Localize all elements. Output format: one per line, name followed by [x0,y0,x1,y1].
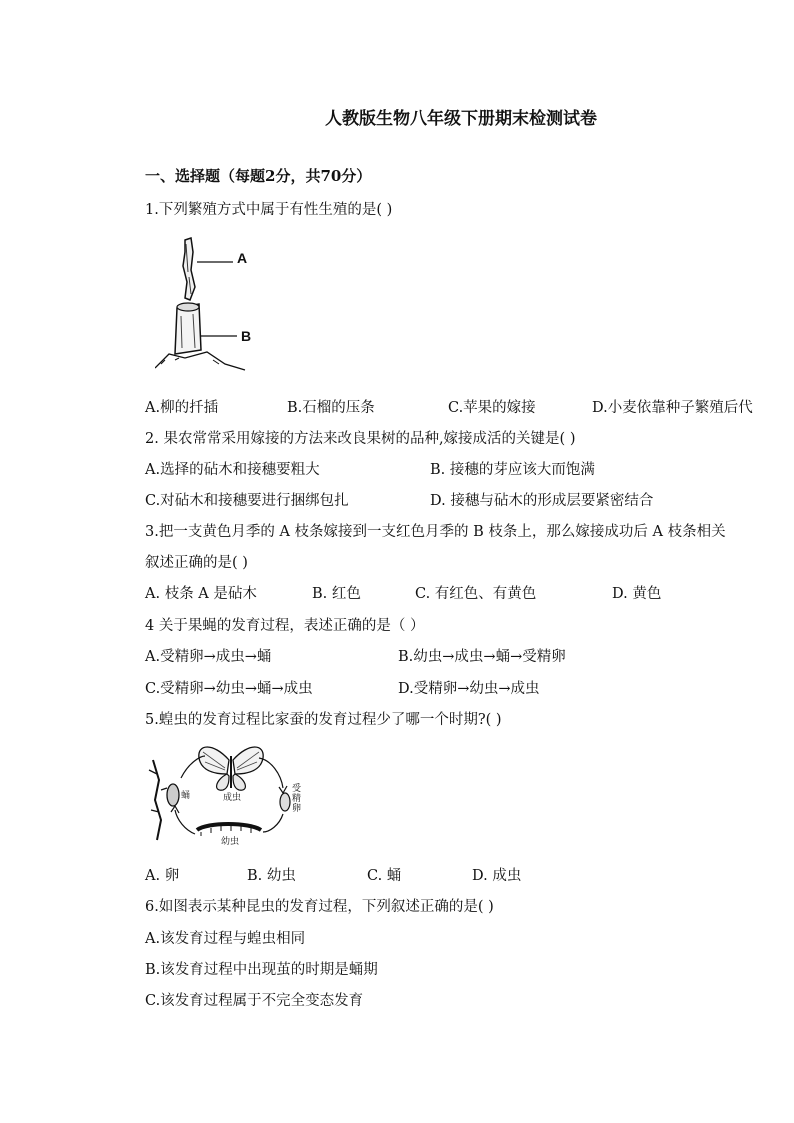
q6-option-a[interactable]: A.该发育过程与蝗虫相同 [145,931,306,947]
q4-option-a[interactable]: A.受精卵→成虫→蛹 [145,649,272,665]
q1-option-a[interactable]: A.柳的扦插 [145,400,219,416]
q4-option-b[interactable]: B.幼虫→成虫→蛹→受精卵 [398,649,566,665]
question-3-stem-line1: 3.把一支黄色月季的 A 枝条嫁接到一支红色月季的 B 枝条上，那么嫁接成功后 A 枝条相关 [145,524,726,540]
question-3-stem-line2: 叙述正确的是( ) [145,555,248,571]
section-heading: 一、选择题（每题2分，共70分） [145,167,372,185]
q5-option-b[interactable]: B. 幼虫 [247,868,296,884]
q1-option-b[interactable]: B.石榴的压条 [287,400,375,416]
label-fertilized-egg: 受精卵 [292,784,302,814]
question-4-stem: 4 关于果蝇的发育过程，表述正确的是（ ） [145,618,425,634]
grafting-illustration [155,232,275,372]
figure-label-a: A [237,250,248,266]
question-1-stem: 1.下列繁殖方式中属于有性生殖的是( ) [145,202,393,218]
label-larva: 幼虫 [221,837,240,847]
question-6-stem: 6.如图表示某种昆虫的发育过程，下列叙述正确的是( ) [145,899,494,915]
grafting-figure [155,232,275,372]
q1-option-c[interactable]: C.苹果的嫁接 [448,400,536,416]
q3-option-c[interactable]: C. 有红色、有黄色 [415,586,537,602]
q6-option-b[interactable]: B.该发育过程中出现茧的时期是蛹期 [145,962,378,978]
insect-lifecycle-figure [145,740,305,846]
question-5-stem: 5.蝗虫的发育过程比家蚕的发育过程少了哪一个时期?( ) [145,712,502,728]
q2-option-b[interactable]: B. 接穗的芽应该大而饱满 [430,462,595,478]
label-pupa: 蛹 [181,791,191,801]
question-2-stem: 2. 果农常常采用嫁接的方法来改良果树的品种,嫁接成活的关键是( ) [145,431,576,447]
q3-option-a[interactable]: A. 枝条 A 是砧木 [145,586,257,602]
q4-option-c[interactable]: C.受精卵→幼虫→蛹→成虫 [145,681,313,697]
q5-option-a[interactable]: A. 卵 [145,868,180,884]
q5-option-c[interactable]: C. 蛹 [367,868,402,884]
figure-label-b: B [241,328,252,344]
q3-option-d[interactable]: D. 黄色 [612,586,662,602]
q1-option-d[interactable]: D.小麦依靠种子繁殖后代 [592,400,753,416]
q2-option-c[interactable]: C.对砧木和接穗要进行捆绑包扎 [145,493,349,509]
q3-option-b[interactable]: B. 红色 [312,586,361,602]
q6-option-c[interactable]: C.该发育过程属于不完全变态发育 [145,993,364,1009]
label-adult: 成虫 [223,793,242,803]
page-title: 人教版生物八年级下册期末检测试卷 [325,109,597,129]
q4-option-d[interactable]: D.受精卵→幼虫→成虫 [398,681,540,697]
q2-option-d[interactable]: D. 接穗与砧木的形成层要紧密结合 [430,493,654,509]
q5-option-d[interactable]: D. 成虫 [472,868,522,884]
q2-option-a[interactable]: A.选择的砧木和接穗要粗大 [145,462,320,478]
